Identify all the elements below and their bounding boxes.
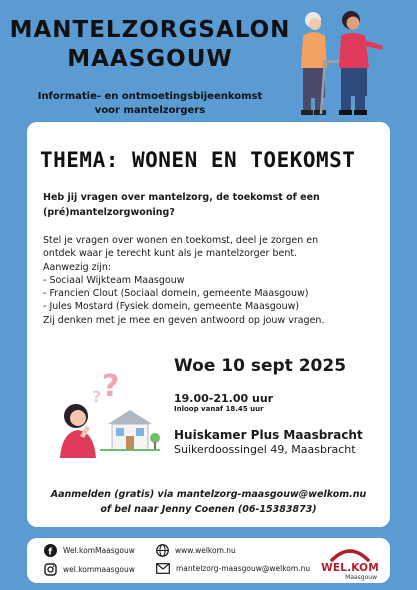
- subtitle-line-1: Informatie- en ontmoetingsbijeenkomst: [37, 91, 263, 102]
- body-line: - Sociaal Wijkteam Maasgouw: [43, 274, 185, 286]
- event-venue: Huiskamer Plus Maasbracht: [174, 428, 363, 442]
- event-walk-in: Inloop vanaf 18.45 uur: [174, 405, 264, 413]
- event-date: Woe 10 sept 2025: [174, 356, 347, 376]
- mail-icon: [156, 563, 170, 574]
- facebook-icon: [44, 544, 57, 557]
- intro-line-1: Heb jij vragen over mantelzorg, de toekomst of een: [43, 192, 320, 203]
- svg-text:?: ?: [92, 387, 102, 406]
- page-title: [0, 16, 300, 74]
- body-line: - Francien Clout (Sociaal domein, gemeente Maasgouw): [43, 288, 309, 300]
- title-line-2: MAASGOUW: [67, 46, 233, 72]
- registration-info: [27, 487, 390, 517]
- footer-facebook[interactable]: [44, 544, 135, 557]
- website-url: www.welkom.nu: [175, 546, 236, 555]
- body-line: Stel je vragen over wonen en toekomst, deel je zorgen en: [43, 235, 319, 246]
- body-line: Aanwezig zijn:: [43, 261, 112, 273]
- register-line-2: of bel naar Jenny Coenen (06-15383873): [100, 504, 317, 515]
- register-line-1[interactable]: Aanmelden (gratis) via mantelzorg-maasgouw@welkom.nu: [50, 489, 367, 500]
- intro-line-2: (pré)mantelzorgwoning?: [43, 207, 175, 218]
- logo-subtitle: Maasgouw: [345, 574, 377, 581]
- body-line: - Jules Mostard (Fysiek domein, gemeente Maasgouw): [43, 301, 300, 313]
- svg-text:f: f: [48, 547, 53, 557]
- svg-text:?: ?: [102, 372, 120, 404]
- theme-heading: THEMA: WONEN EN TOEKOMST: [40, 148, 356, 172]
- event-time: 19.00-21.00 uur: [174, 392, 274, 405]
- facebook-handle: Wel.komMaasgouw: [63, 546, 135, 555]
- subtitle-line-2: voor mantelzorgers: [94, 105, 206, 116]
- instagram-icon: [44, 563, 57, 576]
- footer-email[interactable]: [156, 563, 310, 574]
- email-address: mantelzorg-maasgouw@welkom.nu: [176, 564, 311, 573]
- intro-question: [43, 190, 373, 220]
- instagram-handle: wel.kommaasgouw: [63, 565, 135, 574]
- caregiver-illustration: [285, 6, 385, 118]
- body-text: [43, 234, 378, 327]
- body-line: Zij denken met je mee en geven antwoord op jouw vragen.: [43, 314, 325, 326]
- footer-website[interactable]: [156, 544, 236, 557]
- event-address: Suikerdoossingel 49, Maasbracht: [174, 443, 356, 456]
- globe-icon: [156, 544, 169, 557]
- title-line-1: MANTELZORGSALON: [9, 17, 291, 43]
- footer-instagram[interactable]: [44, 563, 135, 576]
- logo-name: WEL.KOM: [321, 562, 379, 574]
- body-line: ontdek waar je terecht kunt als je mantelzorger bent.: [43, 248, 298, 260]
- thinking-woman-illustration: [56, 372, 160, 458]
- page-subtitle: [0, 90, 300, 118]
